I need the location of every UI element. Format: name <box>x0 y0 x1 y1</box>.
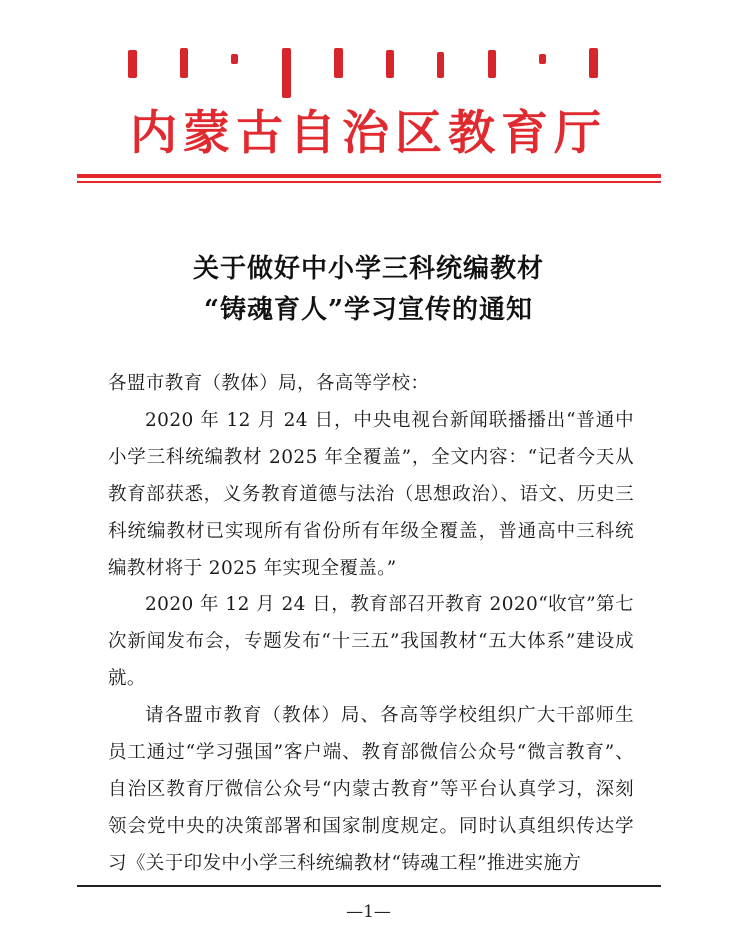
mongolian-glyph <box>437 52 444 78</box>
mongolian-glyph <box>180 48 188 78</box>
footer-rule <box>77 885 661 887</box>
mongolian-glyph <box>231 54 238 64</box>
body-paragraph: 2020 年 12 月 24 日，中央电视台新闻联播播出“普通中小学三科统编教材 2025 年全覆盖”，全文内容：“记者今天从教育部获悉，义务教育道德与法治（思想政治）、语文、历史三科统编教材已实现所有省份所有年级全覆盖，普通高中三科统编教材将于 2025 年实现全覆盖。” <box>108 409 634 579</box>
mongolian-glyph <box>334 48 343 78</box>
document-body <box>108 366 634 883</box>
mongolian-glyph <box>589 48 598 78</box>
mongolian-glyph <box>539 54 546 64</box>
mongolian-glyph <box>128 50 137 78</box>
mongolian-glyph <box>386 50 394 78</box>
mongolian-glyph <box>282 48 291 98</box>
mongolian-glyph <box>488 50 496 78</box>
issuing-organization-title: 内蒙古自治区教育厅 <box>130 106 607 161</box>
document-title-line-2: “铸魂育人”学习宣传的通知 <box>204 295 533 325</box>
body-paragraph: 请各盟市教育（教体）局、各高等学校组织广大干部师生员工通过“学习强国”客户端、教育部微信公众号“微言教育”、自治区教育厅微信公众号“内蒙古教育”等平台认真学习，深刻领会党中央的决策部署和国家制度规定。同时认真组织传达学习《关于印发中小学三科统编教材“铸魂工程”推进实施方 <box>108 705 634 874</box>
red-header-rule <box>77 174 661 178</box>
document-title-line-1: 关于做好中小学三科统编教材 <box>192 254 544 284</box>
salutation: 各盟市教育（教体）局，各高等学校： <box>108 373 430 394</box>
page-number: —1— <box>346 902 391 922</box>
mongolian-script-header <box>128 44 598 100</box>
body-paragraph: 2020 年 12 月 24 日，教育部召开教育 2020“收官”第七次新闻发布会，专题发布“十三五”我国教材“五大体系”建设成就。 <box>108 594 634 690</box>
red-header-rule-thin <box>77 181 661 183</box>
